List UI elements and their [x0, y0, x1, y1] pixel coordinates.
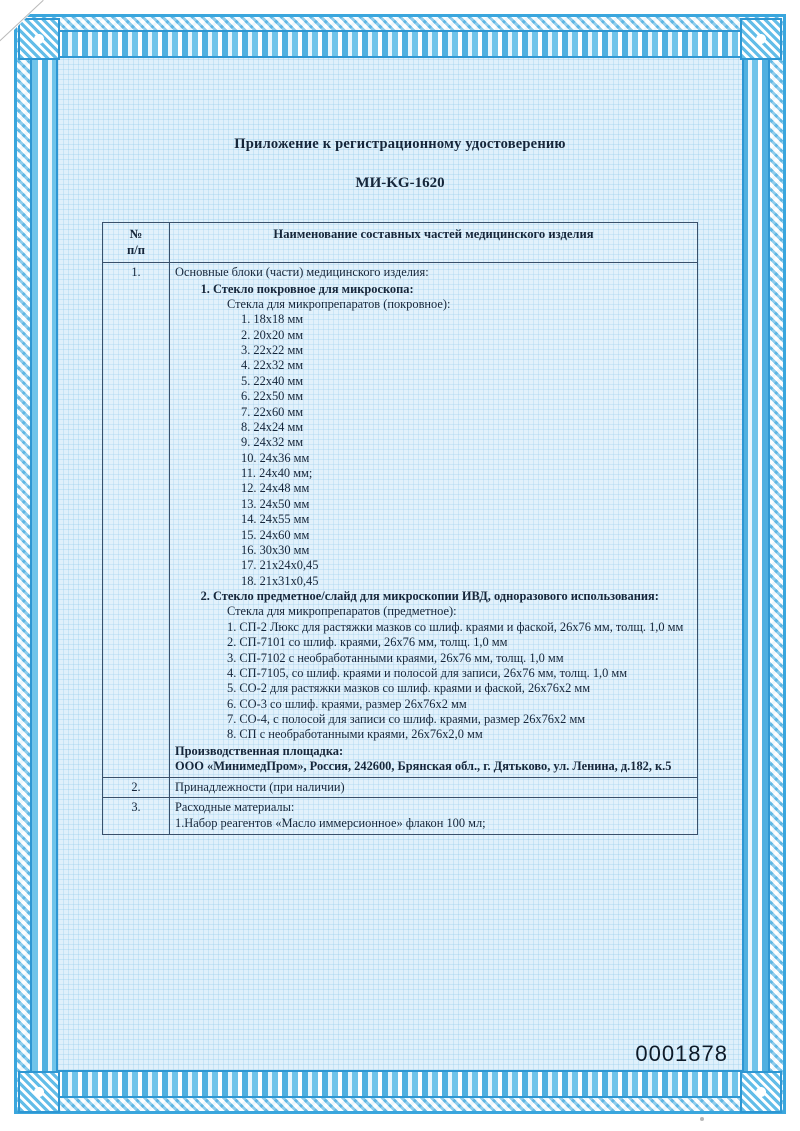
- list-item: 3. 22х22 мм: [241, 343, 304, 358]
- row-lead-text: Расходные материалы:: [175, 799, 295, 814]
- list-item: 11. 24х40 мм;: [241, 466, 313, 481]
- table-row: [103, 263, 698, 777]
- group-heading: Стекло предметное/слайд для микроскопии ИВД, одноразового использования:: [213, 589, 659, 604]
- list-item: 10. 24х36 мм: [241, 450, 310, 465]
- row-number: 2.: [103, 777, 170, 797]
- list-item: 13. 24х50 мм: [241, 496, 310, 511]
- list-item: 6. СО-3 со шлиф. краями, размер 26х76х2 мм: [227, 696, 467, 711]
- column-header-number-line2: п/п: [126, 242, 145, 257]
- list-item: 9. 24х32 мм: [241, 435, 304, 450]
- list-item: 2. СП-7101 со шлиф. краями, 26х76 мм, толщ. 1,0 мм: [227, 635, 508, 650]
- scan-speck: [700, 1117, 704, 1121]
- list-item: 14. 24х55 мм: [241, 512, 310, 527]
- list-item: 7. 22х60 мм: [241, 404, 304, 419]
- list-item: 4. СП-7105, со шлиф. краями и полосой для записи, 26х76 мм, толщ. 1,0 мм: [227, 665, 628, 680]
- table-header-row: [103, 223, 698, 263]
- list-item: 7. СО-4, с полосой для записи со шлиф. краями, размер 26х76х2 мм: [227, 712, 586, 727]
- component-group: [213, 589, 692, 743]
- list-item: 16. 30х30 мм: [241, 542, 310, 557]
- registration-number: МИ-KG-1620: [355, 175, 445, 191]
- consumable-item: 1.Набор реагентов «Масло иммерсионное» флакон 100 мл;: [175, 816, 486, 831]
- table-row: [103, 797, 698, 834]
- row-content: [170, 263, 698, 777]
- table-row: [103, 777, 698, 797]
- row-number: 3.: [103, 797, 170, 834]
- list-item: 12. 24х48 мм: [241, 481, 310, 496]
- list-item: 17. 21х24х0,45: [241, 558, 319, 573]
- list-item: 5. 22х40 мм: [241, 373, 304, 388]
- list-item: 2. 20х20 мм: [241, 327, 304, 342]
- list-item: 1. 18х18 мм: [241, 312, 304, 327]
- component-group-list: [197, 282, 692, 743]
- page-fold-artifact: [0, 0, 44, 44]
- document-content: [66, 66, 734, 1062]
- row-lead-text: Основные блоки (части) медицинского изделия:: [175, 265, 429, 280]
- manufacturing-site-label: Производственная площадка:: [175, 743, 344, 758]
- list-item: 3. СП-7102 с необработанными краями, 26х76 мм, толщ. 1,0 мм: [227, 650, 564, 665]
- group-subheading: Стекла для микропрепаратов (покровное):: [227, 296, 451, 311]
- column-header-name: Наименование составных частей медицинского изделия: [170, 223, 698, 263]
- row-content: [170, 797, 698, 834]
- parts-table: [102, 222, 698, 835]
- component-group: [213, 282, 692, 590]
- corner-rosette-icon: [740, 1071, 782, 1113]
- list-item: 4. 22х32 мм: [241, 358, 304, 373]
- list-item: 5. СО-2 для растяжки мазков со шлиф. краями и фаской, 26х76х2 мм: [227, 681, 591, 696]
- list-item: 8. 24х24 мм: [241, 419, 304, 434]
- page-title: Приложение к регистрационному удостоверению: [234, 136, 566, 152]
- group-heading: Стекло покровное для микроскопа:: [213, 281, 414, 296]
- row-content: Принадлежности (при наличии): [170, 777, 698, 797]
- corner-rosette-icon: [740, 18, 782, 60]
- manufacturing-site-address: ООО «МинимедПром», Россия, 242600, Брянская обл., г. Дятьково, ул. Ленина, д.182, к.5: [175, 759, 672, 774]
- column-header-number-line1: №: [129, 227, 143, 241]
- column-header-number: [103, 223, 170, 263]
- row-number: 1.: [103, 263, 170, 777]
- list-item: 18. 21х31х0,45: [241, 573, 319, 588]
- serial-number: 0001878: [635, 1041, 728, 1066]
- group-subheading: Стекла для микропрепаратов (предметное):: [227, 604, 457, 619]
- list-item: 15. 24х60 мм: [241, 527, 310, 542]
- list-item: 6. 22х50 мм: [241, 389, 304, 404]
- corner-rosette-icon: [18, 1071, 60, 1113]
- list-item: 1. СП-2 Люкс для растяжки мазков со шлиф. краями и фаской, 26х76 мм, толщ. 1,0 мм: [227, 619, 684, 634]
- list-item: 8. СП с необработанными краями, 26х76х2,0 мм: [227, 727, 483, 742]
